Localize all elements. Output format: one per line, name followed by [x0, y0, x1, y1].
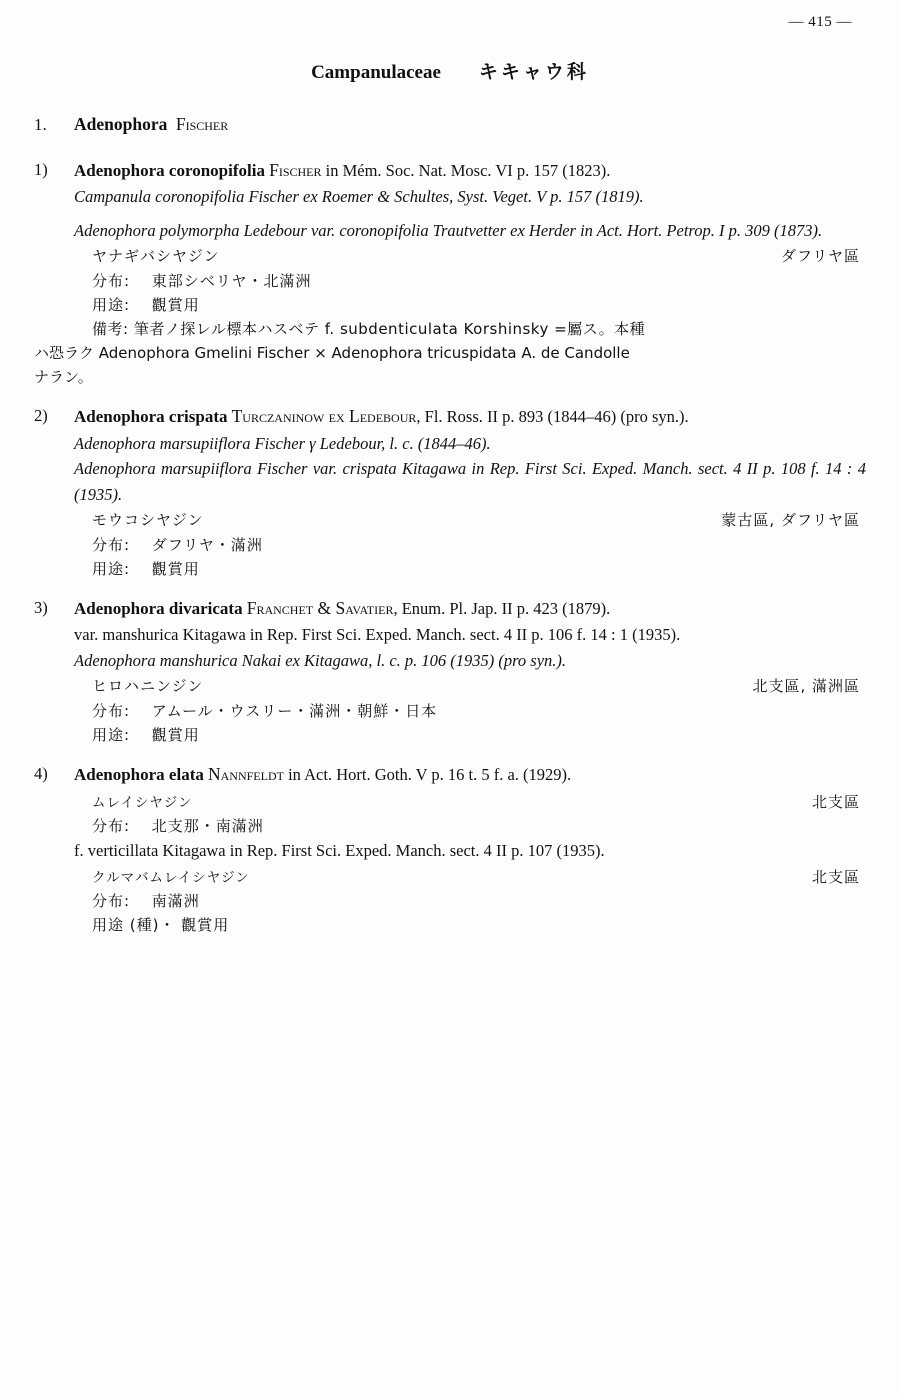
region-label: 蒙古區, ダフリヤ區 — [721, 511, 860, 530]
use-label: 用途: — [92, 559, 131, 578]
japanese-vernacular-name: モウコシヤジン — [92, 511, 204, 530]
form-line: f. verticillata Kitagawa in Rep. First Sci. Exped. Manch. sect. 4 II p. 107 (1935). — [74, 841, 605, 861]
distribution-row — [34, 700, 866, 723]
species-citation: , Fl. Ross. II p. 893 (1844–46) (pro syn.). — [416, 407, 689, 427]
use-label: 用途: — [92, 295, 131, 314]
species-name: Adenophora divaricata — [74, 599, 243, 618]
family-japanese-name: キキャウ科 — [478, 61, 589, 83]
species-author: Nannfeldt — [208, 764, 284, 785]
family-heading — [34, 57, 866, 84]
species-name: Adenophora coronopifolia — [74, 161, 265, 180]
family-latin-name: Campanulaceae — [311, 62, 441, 83]
species-synonym: Adenophora marsupiiflora Fischer var. crispata Kitagawa in Rep. First Sci. Exped. Manch. sect. 4 II p. 108 f. 14 : 4 (1935). — [74, 459, 866, 504]
use-row — [34, 914, 866, 937]
distribution-value: 東部シベリヤ・北滿洲 — [151, 271, 312, 290]
note-row — [34, 317, 866, 341]
genus-name: Adenophora — [74, 114, 168, 134]
entry-number: 2) — [34, 406, 48, 426]
species-citation: , Enum. Pl. Jap. II p. 423 (1879). — [393, 599, 611, 618]
distribution-label: 分布: — [92, 701, 131, 720]
note-line-1: 筆者ノ探レル標本ハスベテ f. subdenticulata Korshinsky =屬ス。本種 — [133, 320, 646, 339]
japanese-name-line — [34, 866, 866, 889]
species-entry — [34, 595, 866, 747]
species-synonym: Adenophora manshurica Nakai ex Kitagawa, l. c. p. 106 (1935) (pro syn.). — [74, 650, 567, 670]
distribution-value: 南滿洲 — [151, 891, 200, 910]
region-label: 北支區, 滿洲區 — [752, 677, 860, 696]
japanese-vernacular-name: ムレイシヤジン — [92, 794, 193, 811]
use-value: 觀賞用 — [151, 295, 200, 314]
use-row — [34, 724, 866, 747]
species-name: Adenophora elata — [74, 765, 204, 785]
genus-author: Fischer — [175, 114, 229, 134]
entry-number: 1) — [34, 160, 48, 179]
distribution-value: ダフリヤ・滿洲 — [151, 535, 263, 554]
distribution-label: 分布: — [92, 816, 131, 835]
use-label: 用途 (種)・ — [92, 916, 176, 935]
region-label: 北支區 — [811, 792, 860, 811]
distribution-value: アムール・ウスリー・滿洲・朝鮮・日本 — [151, 701, 438, 720]
genus-number: 1. — [34, 115, 47, 134]
use-row — [34, 294, 866, 317]
distribution-row — [34, 815, 866, 838]
species-author: Turczaninow ex Ledebour — [231, 406, 417, 427]
page-number: — 415 — — [788, 14, 852, 30]
japanese-name-line — [34, 245, 866, 268]
species-heading — [34, 761, 866, 788]
distribution-label: 分布: — [92, 535, 131, 554]
note-line-3: ナラン。 — [34, 368, 93, 387]
genus-heading — [34, 114, 866, 135]
distribution-row — [34, 534, 866, 557]
distribution-row — [34, 270, 866, 293]
use-value: 觀賞用 — [151, 725, 200, 744]
region-label: 北支區 — [811, 867, 860, 886]
distribution-row — [34, 890, 866, 913]
entry-number: 3) — [34, 598, 48, 617]
japanese-vernacular-name: クルマバムレイシヤジン — [92, 869, 250, 886]
variety-line: var. manshurica Kitagawa in Rep. First Sci. Exped. Manch. sect. 4 II p. 106 f. 14 : 1 (1935). — [74, 625, 681, 645]
species-synonym: Adenophora marsupiiflora Fischer γ Ledebour, l. c. (1844–46). — [74, 433, 491, 453]
region-label: ダフリヤ區 — [780, 247, 860, 266]
species-entry — [34, 403, 866, 581]
species-author: Fischer — [269, 160, 322, 180]
use-row — [34, 558, 866, 581]
species-heading — [34, 403, 866, 430]
species-entry — [34, 157, 866, 389]
species-synonym: Adenophora polymorpha Ledebour var. coronopifolia Trautvetter ex Herder in Act. Hort. Petrop. I p. 309 (1873). — [74, 220, 823, 240]
japanese-name-line — [34, 509, 866, 532]
japanese-name-line — [34, 791, 866, 814]
species-citation: in Act. Hort. Goth. V p. 16 t. 5 f. a. (1929). — [288, 765, 572, 785]
use-label: 用途: — [92, 725, 131, 744]
species-citation: in Mém. Soc. Nat. Mosc. VI p. 157 (1823). — [325, 161, 611, 180]
japanese-vernacular-name: ヤナギバシヤジン — [92, 247, 220, 266]
distribution-value: 北支那・南滿洲 — [151, 816, 264, 835]
species-heading — [34, 595, 866, 622]
entry-number: 4) — [34, 764, 48, 784]
species-entry — [34, 761, 866, 937]
distribution-label: 分布: — [92, 271, 131, 290]
note-label: 備考: — [92, 320, 129, 339]
note-line-2: ハ恐ラク Adenophora Gmelini Fischer × Adenophora tricuspidata A. de Candolle — [34, 344, 630, 363]
distribution-label: 分布: — [92, 891, 131, 910]
japanese-name-line — [34, 675, 866, 698]
species-name: Adenophora crispata — [74, 407, 228, 427]
use-value: 觀賞用 — [181, 916, 230, 935]
species-synonym: Campanula coronopifolia Fischer ex Roemer & Schultes, Syst. Veget. V p. 157 (1819). — [74, 187, 644, 207]
species-heading — [34, 157, 866, 184]
use-value: 觀賞用 — [151, 559, 200, 578]
japanese-vernacular-name: ヒロハニンジン — [92, 677, 204, 696]
species-author: Franchet & Savatier — [246, 598, 394, 618]
